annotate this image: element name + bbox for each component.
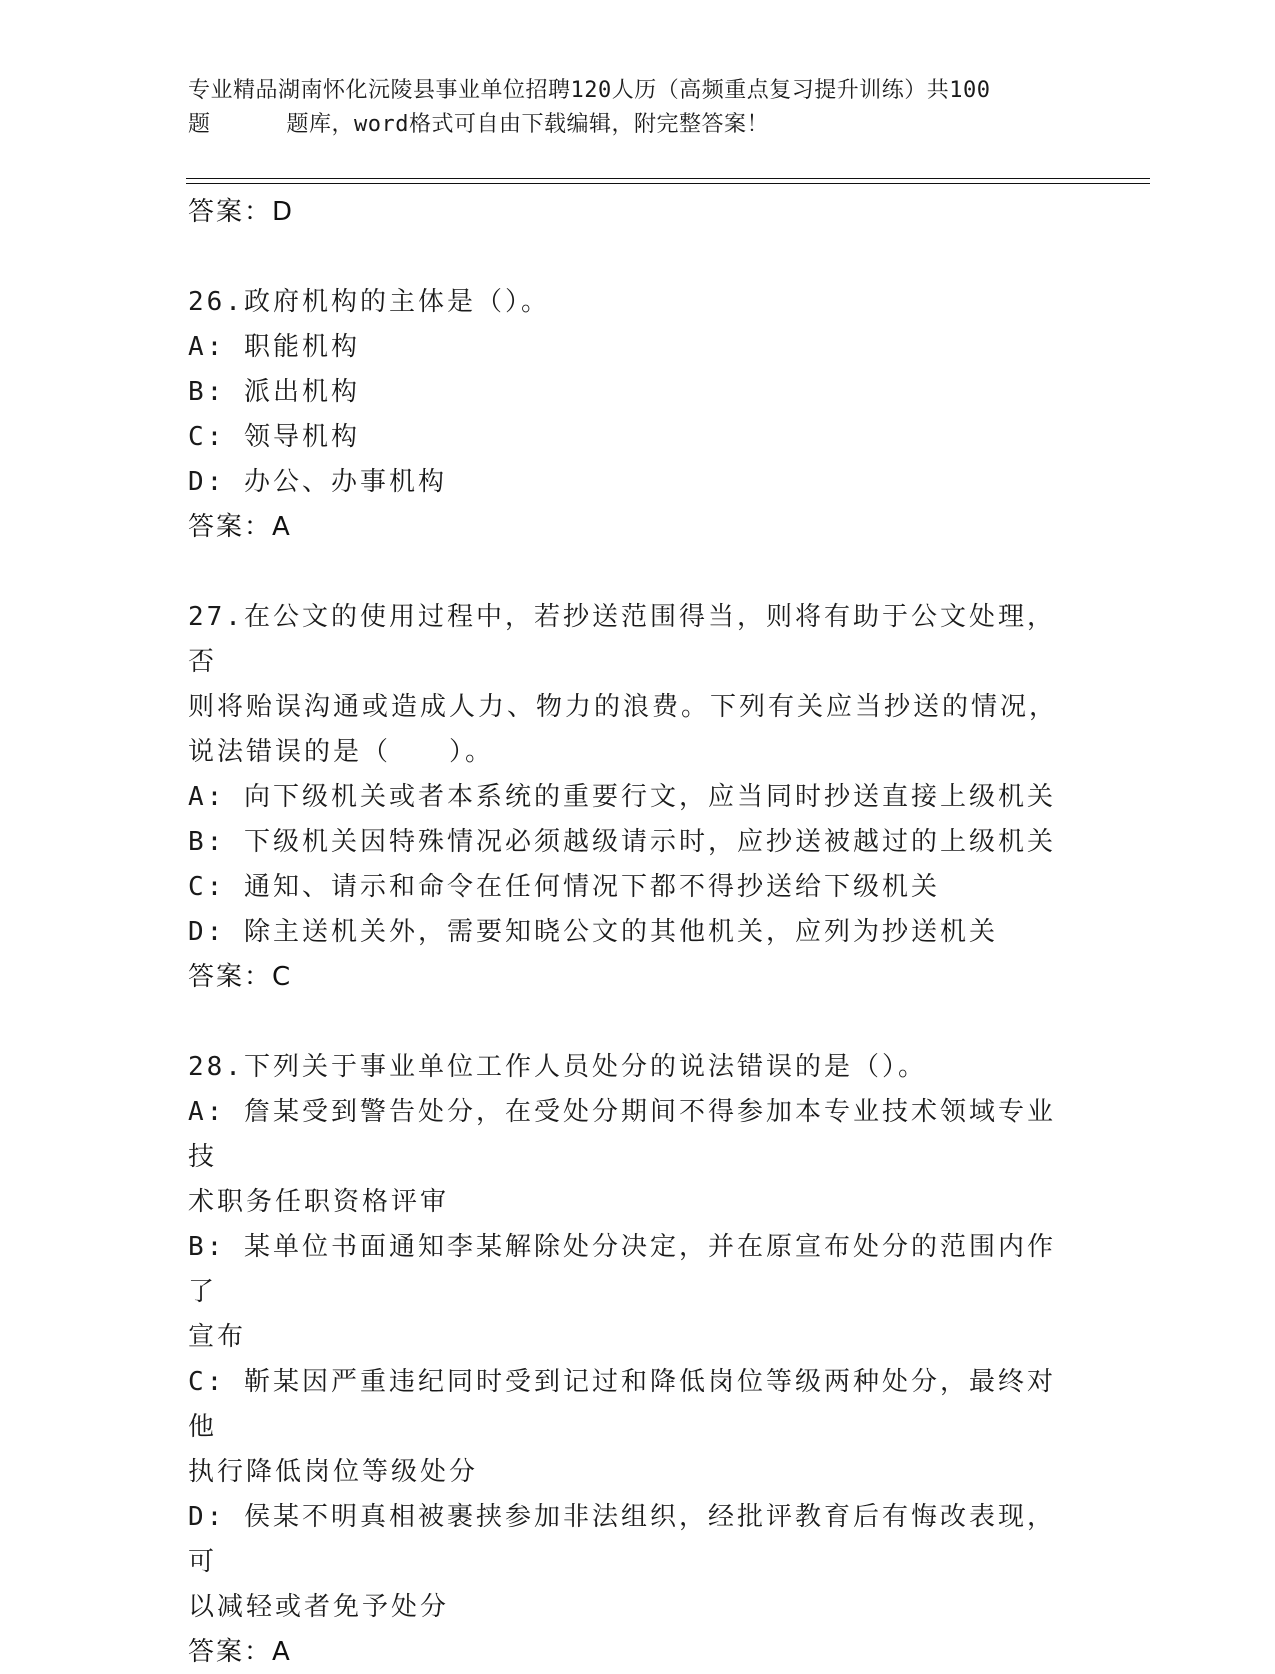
answer: 答案：A (188, 1637, 292, 1667)
header-line-1: 专业精品湖南怀化沅陵县事业单位招聘120人历（高频重点复习提升训练）共100 (188, 78, 991, 103)
question-stem-line: 27.在公文的使用过程中，若抄送范围得当，则将有助于公文处理，否 (188, 602, 1056, 677)
answer: 答案：A (188, 512, 292, 542)
page-header (188, 74, 1088, 142)
option-b: B: 下级机关因特殊情况必须越级请示时，应抄送被越过的上级机关 (188, 827, 1056, 857)
option-c: C: 领导机构 (188, 422, 360, 452)
header-divider-bottom (186, 183, 1150, 184)
question-26 (188, 280, 1068, 549)
option-d: D: 办公、办事机构 (188, 467, 447, 497)
option-a: A: 职能机构 (188, 332, 360, 362)
question-stem-line: 26.政府机构的主体是（）。 (188, 287, 550, 317)
option-c: C: 靳某因严重违纪同时受到记过和降低岗位等级两种处分，最终对他 (188, 1367, 1056, 1442)
question-stem-line: 28.下列关于事业单位工作人员处分的说法错误的是（）。 (188, 1052, 927, 1082)
answer: 答案：C (188, 962, 293, 992)
option-b-continued: 宣布 (188, 1322, 247, 1352)
option-a-continued: 术职务任职资格评审 (188, 1187, 450, 1217)
previous-answer: 答案：D (188, 197, 295, 227)
question-stem-line: 则将贻误沟通或造成人力、物力的浪费。下列有关应当抄送的情况， (188, 692, 1059, 722)
option-c: C: 通知、请示和命令在任何情况下都不得抄送给下级机关 (188, 872, 940, 902)
option-b: B: 派出机构 (188, 377, 360, 407)
option-c-continued: 执行降低岗位等级处分 (188, 1457, 479, 1487)
header-line-2 (188, 108, 1088, 142)
question-27 (188, 595, 1068, 999)
question-28 (188, 1045, 1068, 1674)
option-d: D: 除主送机关外，需要知晓公文的其他机关，应列为抄送机关 (188, 917, 998, 947)
header-line-2-end: 题库，word格式可自由下载编辑，附完整答案！ (286, 112, 769, 137)
header-divider-top (186, 178, 1150, 179)
option-d-continued: 以减轻或者免予处分 (188, 1592, 450, 1622)
header-line-2-start: 题 (188, 112, 211, 137)
option-b: B: 某单位书面通知李某解除处分决定，并在原宣布处分的范围内作了 (188, 1232, 1056, 1307)
question-stem-line: 说法错误的是（ ）。 (188, 737, 495, 767)
option-a: A: 向下级机关或者本系统的重要行文，应当同时抄送直接上级机关 (188, 782, 1056, 812)
option-d: D: 侯某不明真相被裹挟参加非法组织，经批评教育后有悔改表现，可 (188, 1502, 1056, 1577)
question-list (188, 190, 1068, 1674)
option-a: A: 詹某受到警告处分，在受处分期间不得参加本专业技术领域专业技 (188, 1097, 1056, 1172)
